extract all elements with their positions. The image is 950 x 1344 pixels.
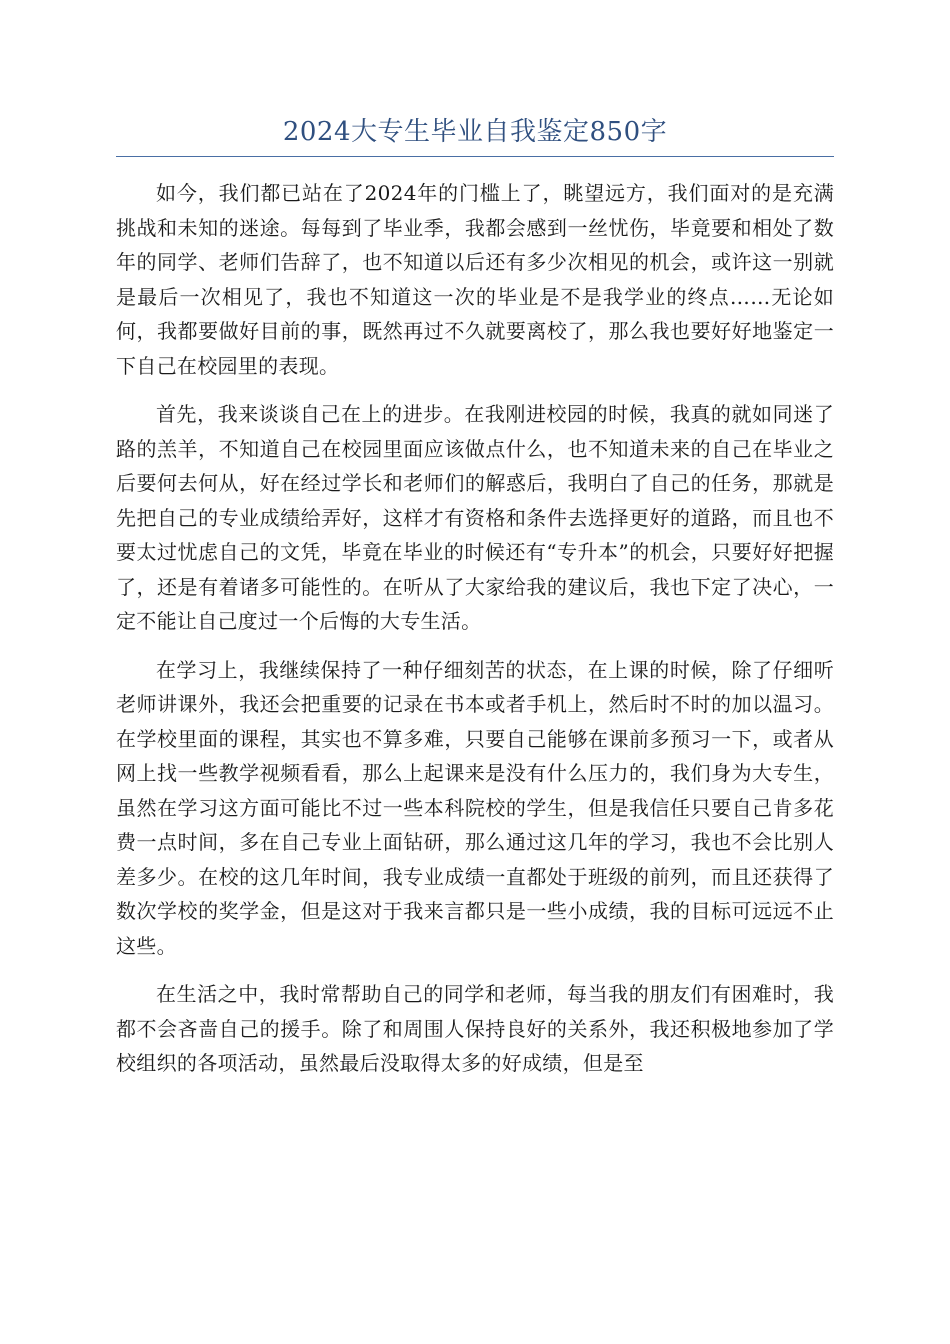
paragraph-study: 在学习上，我继续保持了一种仔细刻苦的状态，在上课的时候，除了仔细听老师讲课外，我还会把重要的记录在书本或者手机上，然后时不时的加以温习。在学校里面的课程，其实也不算多难，只要自己能够在课前多预习一下，或者从网上找一些教学视频看看，那么上起课来是没有什么压力的，我们身为大专生，虽然在学习这方面可能比不过一些本科院校的学生，但是我信任只要自己肯多花费一点时间，多在自己专业上面钻研，那么通过这几年的学习，我也不会比别人差多少。在校的这几年时间，我专业成绩一直都处于班级的前列，而且还获得了数次学校的奖学金，但是这对于我来言都只是一些小成绩，我的目标可远远不止这些。 <box>116 657 834 958</box>
paragraph-progress: 首先，我来谈谈自己在上的进步。在我刚进校园的时候，我真的就如同迷了路的羔羊，不知道自己在校园里面应该做点什么，也不知道未来的自己在毕业之后要何去何从，好在经过学长和老师们的解惑后，我明白了自己的任务，那就是先把自己的专业成绩给弄好，这样才有资格和条件去选择更好的道路，而且也不要太过忧虑自己的文凭，毕竟在毕业的时候还有“专升本”的机会，只要好好把握了，还是有着诸多可能性的。在听从了大家给我的建议后，我也下定了决心，一定不能让自己度过一个后悔的大专生活。 <box>116 402 834 633</box>
paragraph-intro: 如今，我们都已站在了2024年的门槛上了，眺望远方，我们面对的是充满挑战和未知的迷途。每每到了毕业季，我都会感到一丝忧伤，毕竟要和相处了数年的同学、老师们告辞了，也不知道以后还有多少次相见的机会，或许这一别就是最后一次相见了，我也不知道这一次的毕业是不是我学业的终点……无论如何，我都要做好目前的事，既然再过不久就要离校了，那么我也要好好地鉴定一下自己在校园里的表现。 <box>116 181 834 378</box>
paragraph-life: 在生活之中，我时常帮助自己的同学和老师，每当我的朋友们有困难时，我都不会吝啬自己的援手。除了和周围人保持良好的关系外，我还积极地参加了学校组织的各项活动，虽然最后没取得太多的好成绩，但是至 <box>116 982 834 1075</box>
document-body <box>116 176 834 1095</box>
title-header <box>116 112 834 157</box>
page-title: 2024大专生毕业自我鉴定850字 <box>282 117 668 147</box>
